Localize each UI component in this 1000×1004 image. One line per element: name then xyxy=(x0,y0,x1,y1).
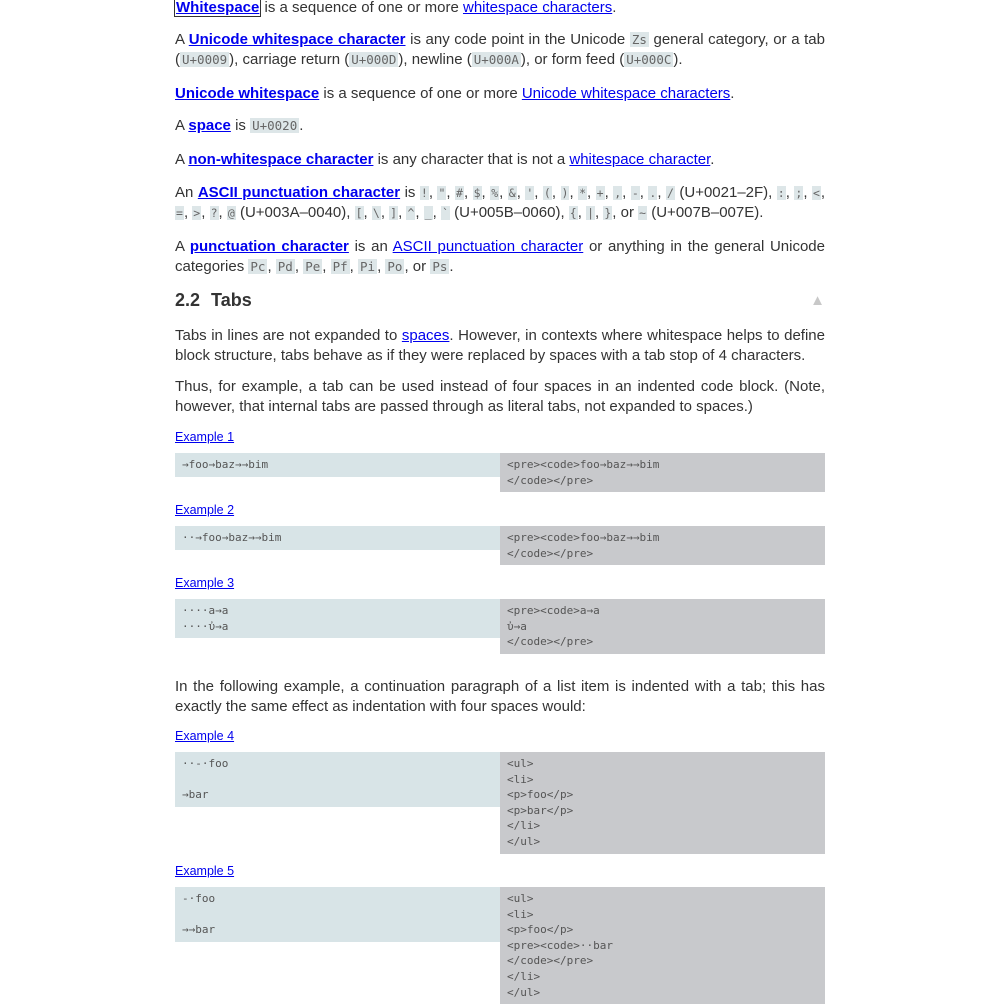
term-whitespace[interactable]: Whitespace xyxy=(176,0,260,16)
punct-code: Pd xyxy=(277,259,293,274)
example-3-html: <pre><code>a→a ὐ→a </code></pre> xyxy=(500,599,825,654)
punct-code: ^ xyxy=(407,206,415,220)
punct-code: _ xyxy=(424,206,432,220)
link-whitespace-character[interactable]: whitespace character xyxy=(569,151,711,168)
code-ps: Ps xyxy=(432,259,448,274)
punct-code: Pf xyxy=(332,259,348,274)
code-formfeed: U+000C xyxy=(626,52,672,67)
def-non-whitespace-character: A non-whitespace character is any character that is not a whitespace character. xyxy=(175,151,715,168)
punct-group-1: !, ", #, $, %, &, ', (, ), *, +, ,, -, ., / xyxy=(420,184,674,201)
punct-code: " xyxy=(438,186,446,200)
example-4-markdown: ··-·foo →bar xyxy=(175,752,500,807)
punct-code: * xyxy=(579,186,587,200)
punct-code: / xyxy=(666,186,674,200)
example-2 xyxy=(175,526,825,565)
punct-code: Pe xyxy=(305,259,321,274)
punct-code: ; xyxy=(795,186,803,200)
code-zs: Zs xyxy=(631,32,647,47)
example-4 xyxy=(175,752,825,854)
punct-code: ) xyxy=(561,186,569,200)
punct-code: Pi xyxy=(360,259,376,274)
term-unicode-whitespace-character[interactable]: Unicode whitespace character xyxy=(188,31,406,48)
def-space: A space is U+0020 . xyxy=(175,117,304,134)
punct-code: ? xyxy=(210,206,218,220)
example-5-markdown: -·foo →→bar xyxy=(175,887,500,942)
punct-code: [ xyxy=(355,206,363,220)
punct-code: > xyxy=(193,206,201,220)
def-ascii-punctuation-character: An ASCII punctuation character is !, ", #, $, %, &, ', (, ), *, +, ,, -, ., / (U+0021–2F), :, ;, <, =, >, ?, @ (U+003A–0040), [, \, ], ^, _, ` (U+005B–0060), {, |, }, or ~ (U+007B–007E). xyxy=(175,184,826,221)
example-5-html: <ul> <li> <p>foo</p> <pre><code>··bar </code></pre> </li> </ul> xyxy=(500,887,825,1004)
punct-code: , xyxy=(614,186,622,200)
punct-code: ! xyxy=(420,186,428,200)
code-tab: U+0009 xyxy=(182,52,228,67)
punct-code: ` xyxy=(442,206,449,220)
example-1-link[interactable]: Example 1 xyxy=(175,430,235,444)
def-punctuation-character: A punctuation character is an ASCII punctuation character or anything in the general Unicode categories Pc , Pd , Pe , Pf , Pi , Po , or Ps . xyxy=(175,238,825,275)
punct-code: < xyxy=(812,186,820,200)
example-1-html: <pre><code>foo→baz→→bim </code></pre> xyxy=(500,453,825,492)
punct-code: Pc xyxy=(250,259,266,274)
code-cr: U+000D xyxy=(351,52,397,67)
code-space: U+0020 xyxy=(252,118,298,133)
example-2-markdown: ··→foo→baz→→bim xyxy=(175,526,500,550)
example-4-html: <ul> <li> <p>foo</p> <p>bar</p> </li> </ul> xyxy=(500,752,825,854)
tabs-paragraph-1: Tabs in lines are not expanded to spaces. However, in contexts where whitespace helps to define block structure, tabs behave as if they were replaced by spaces with a tab stop of 4 characters. xyxy=(175,327,825,364)
punct-code: @ xyxy=(227,206,235,220)
link-whitespace-characters[interactable]: whitespace characters xyxy=(462,0,613,16)
example-3 xyxy=(175,599,825,654)
punct-code: - xyxy=(631,186,639,200)
punct-code: # xyxy=(456,186,463,200)
section-heading-tabs xyxy=(175,290,825,311)
punct-code: ~ xyxy=(639,206,647,220)
punct-code: = xyxy=(176,206,183,220)
def-whitespace: Whitespace is a sequence of one or more whitespace characters. xyxy=(176,0,617,16)
example-5 xyxy=(175,887,825,1004)
punct-code: Po xyxy=(387,259,403,274)
example-2-html: <pre><code>foo→baz→→bim </code></pre> xyxy=(500,526,825,565)
link-ascii-punctuation-character[interactable]: ASCII punctuation character xyxy=(392,238,584,255)
tabs-paragraph-2: Thus, for example, a tab can be used instead of four spaces in an indented code block. (Note, however, that internal tabs are passed through as literal tabs, not expanded to spaces.) xyxy=(175,378,825,415)
term-ascii-punctuation-character[interactable]: ASCII punctuation character xyxy=(197,184,401,201)
example-2-link[interactable]: Example 2 xyxy=(175,503,235,517)
punct-code: % xyxy=(491,186,499,200)
example-5-link[interactable]: Example 5 xyxy=(175,864,235,878)
term-non-whitespace-character[interactable]: non-whitespace character xyxy=(188,151,374,168)
punct-group-2: :, ;, <, =, >, ?, @ xyxy=(176,184,826,221)
link-spaces[interactable]: spaces xyxy=(401,327,450,344)
tabs-paragraph-3: In the following example, a continuation paragraph of a list item is indented with a tab; this has exactly the same effect as indentation with four spaces would: xyxy=(175,678,825,715)
punct-code: } xyxy=(604,206,612,220)
code-newline: U+000A xyxy=(473,52,519,67)
example-3-link[interactable]: Example 3 xyxy=(175,576,235,590)
section-title: Tabs xyxy=(211,290,252,310)
example-1-markdown: →foo→baz→→bim xyxy=(175,453,500,477)
example-1 xyxy=(175,453,825,492)
punct-code: . xyxy=(649,186,657,200)
punct-code: | xyxy=(587,206,594,220)
term-punctuation-character[interactable]: punctuation character xyxy=(189,238,349,255)
up-arrow-icon[interactable]: ▲ xyxy=(810,292,825,309)
punct-group-3: [, \, ], ^, _, ` xyxy=(355,204,449,221)
def-unicode-whitespace-character: A Unicode whitespace character is any code point in the Unicode Zs general category, or a tab ( U+0009 ), carriage return ( U+000D ), newline ( U+000A ), or form feed ( U+000C ). xyxy=(175,31,825,68)
punct-code: ' xyxy=(526,186,534,200)
punct-code: ] xyxy=(390,206,398,220)
section-number: 2.2 xyxy=(175,290,201,310)
def-unicode-whitespace: Unicode whitespace is a sequence of one or more Unicode whitespace characters. xyxy=(175,85,735,102)
unicode-category-codes: Pc , Pd , Pe , Pf , Pi , Po xyxy=(250,258,403,275)
punct-code: \ xyxy=(372,206,380,220)
example-3-markdown: ····a→a ····ὐ→a xyxy=(175,599,500,638)
punct-group-4: {, |, } xyxy=(569,204,612,221)
punct-code: ( xyxy=(543,186,551,200)
punct-code: : xyxy=(777,186,785,200)
link-unicode-whitespace-characters[interactable]: Unicode whitespace characters xyxy=(521,85,731,102)
punct-code: & xyxy=(508,186,516,200)
term-space[interactable]: space xyxy=(188,117,231,134)
punct-code: $ xyxy=(473,186,481,200)
term-unicode-whitespace[interactable]: Unicode whitespace xyxy=(175,85,320,102)
example-4-link[interactable]: Example 4 xyxy=(175,729,235,743)
punct-code: { xyxy=(569,206,577,220)
punct-code: + xyxy=(596,186,604,200)
